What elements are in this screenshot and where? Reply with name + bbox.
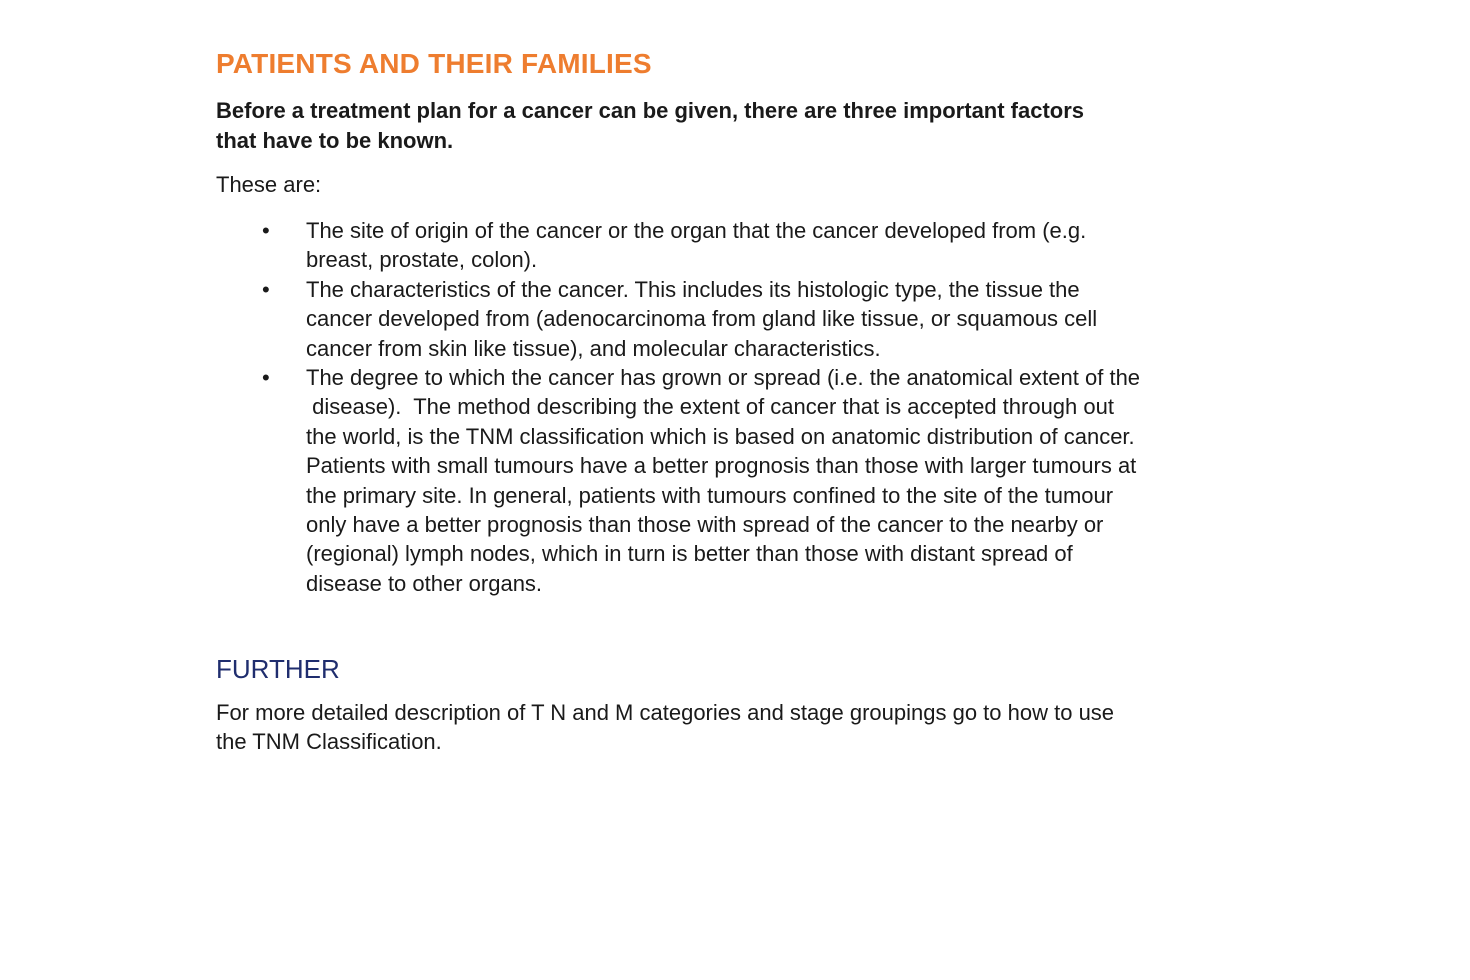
lead-line: that have to be known. <box>216 128 454 153</box>
factor-line: (regional) lymph nodes, which in turn is better than those with distant spread of <box>306 541 1073 567</box>
lead-paragraph <box>216 96 1276 156</box>
factor-item-characteristics <box>216 275 1276 363</box>
factor-item-degree-of-spread <box>216 363 1276 598</box>
lead-line: Before a treatment plan for a cancer can be given, there are three important factors <box>216 98 1085 123</box>
bullet-icon: • <box>262 276 270 302</box>
further-paragraph <box>216 698 1276 756</box>
factor-line: disease to other organs. <box>306 570 543 596</box>
bullet-icon: • <box>262 218 270 243</box>
intro-text: These are: <box>216 172 322 197</box>
section-heading-patients: PATIENTS AND THEIR FAMILIES <box>216 48 652 79</box>
factor-line: The characteristics of the cancer. This includes its histologic type, the tissue the <box>306 276 1080 302</box>
factor-line: cancer developed from (adenocarcinoma from gland like tissue, or squamous cell <box>306 306 1098 332</box>
factor-line: disease). The method describing the extent of cancer that is accepted through out <box>306 394 1114 420</box>
factor-item-site-of-origin <box>216 216 1276 275</box>
factor-line: Patients with small tumours have a better prognosis than those with larger tumours at <box>306 453 1137 479</box>
further-line: the TNM Classification. <box>216 729 442 755</box>
section-heading-further: FURTHER <box>216 654 340 685</box>
bullet-icon: • <box>262 365 270 391</box>
further-line: For more detailed description of T N and M categories and stage groupings go to how to use <box>216 700 1115 726</box>
document-content <box>216 46 1276 756</box>
factor-line: The site of origin of the cancer or the organ that the cancer developed from (e.g. <box>306 218 1087 243</box>
factor-line: only have a better prognosis than those with spread of the cancer to the nearby or <box>306 512 1104 538</box>
factor-line: breast, prostate, colon). <box>306 247 538 273</box>
factor-line: cancer from skin like tissue), and molecular characteristics. <box>306 335 881 361</box>
factors-list <box>216 216 1276 598</box>
factor-line: the world, is the TNM classification which is based on anatomic distribution of cancer. <box>306 423 1135 449</box>
factor-line: The degree to which the cancer has grown or spread (i.e. the anatomical extent of the <box>306 365 1141 391</box>
factor-line: the primary site. In general, patients with tumours confined to the site of the tumour <box>306 482 1114 508</box>
